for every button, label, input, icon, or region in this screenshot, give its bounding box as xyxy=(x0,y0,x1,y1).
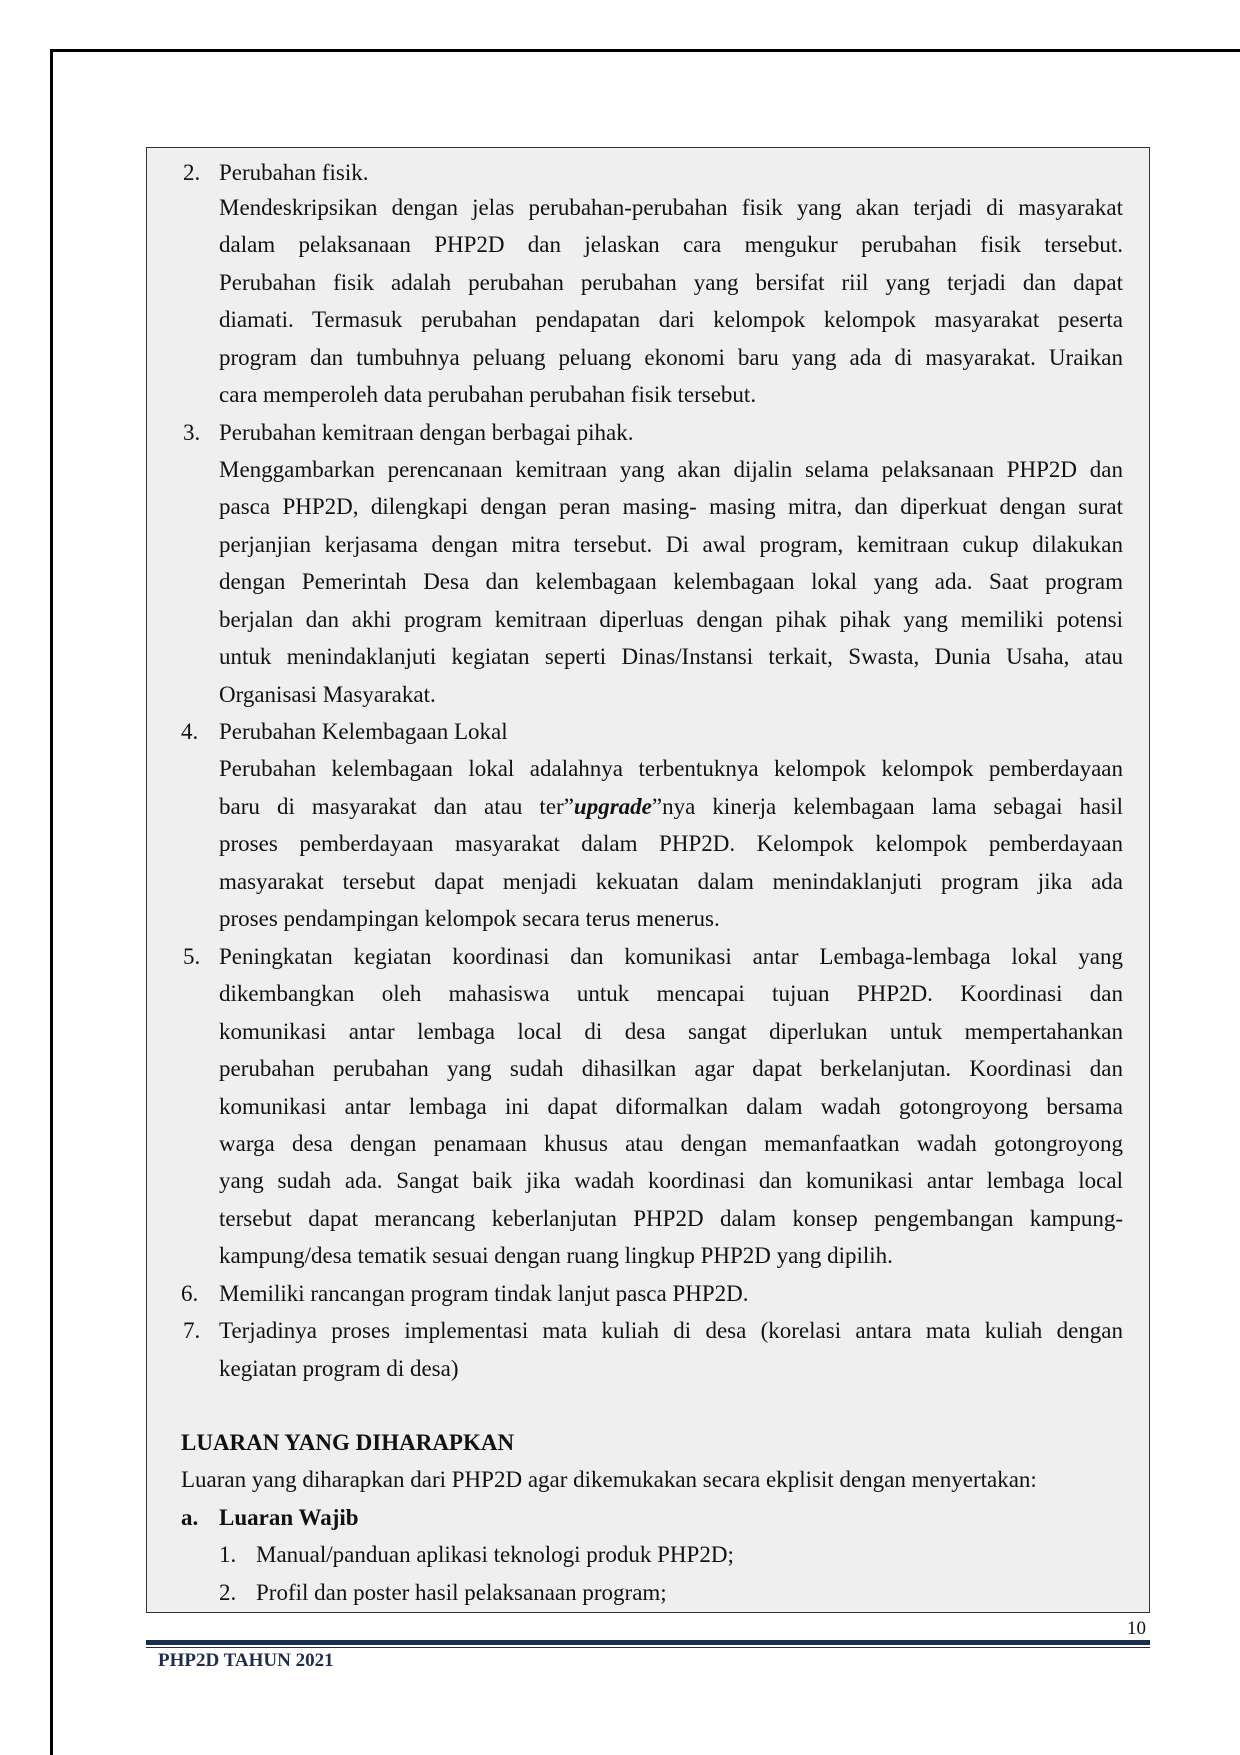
item-title: Perubahan Kelembagaan Lokal xyxy=(219,719,508,744)
sub-item-text: Profil dan poster hasil pelaksanaan program; xyxy=(256,1580,667,1605)
item-number: 7. xyxy=(183,1318,201,1343)
footer-label: PHP2D TAHUN 2021 xyxy=(158,1650,334,1671)
section-intro: Luaran yang diharapkan dari PHP2D agar dikemukakan secara ekplisit dengan menyertakan: xyxy=(181,1467,1037,1492)
item-number: 3. xyxy=(183,420,201,445)
paragraph-line: perjanjian kerjasama dengan mitra tersebut. Di awal program, kemitraan cukup dilakukan xyxy=(219,532,1123,557)
paragraph-line: berjalan dan akhi program kemitraan diperluas dengan pihak pihak yang memiliki potensi xyxy=(219,607,1123,632)
paragraph-line: komunikasi antar lembaga local di desa sangat diperlukan untuk mempertahankan xyxy=(219,1019,1123,1044)
paragraph-line: Peningkatan kegiatan koordinasi dan komunikasi antar Lembaga-lembaga lokal yang xyxy=(219,944,1123,969)
paragraph-line: dengan Pemerintah Desa dan kelembagaan kelembagaan lokal yang ada. Saat program xyxy=(219,569,1123,594)
page-number: 10 xyxy=(1127,1618,1146,1639)
item-number: 2. xyxy=(183,160,201,185)
page-frame-left xyxy=(50,49,53,1755)
paragraph-line: Perubahan fisik adalah perubahan perubahan yang bersifat riil yang terjadi dan dapat xyxy=(219,270,1123,295)
paragraph-line: yang sudah ada. Sangat baik jika wadah koordinasi dan komunikasi antar lembaga local xyxy=(219,1168,1123,1193)
paragraph-line: Memiliki rancangan program tindak lanjut pasca PHP2D. xyxy=(219,1281,749,1306)
sub-item-number: 1. xyxy=(219,1542,237,1567)
sub-item-text: Manual/panduan aplikasi teknologi produk PHP2D; xyxy=(256,1542,734,1567)
paragraph-line: kegiatan program di desa) xyxy=(219,1356,459,1381)
paragraph-line: komunikasi antar lembaga ini dapat diformalkan dalam wadah gotongroyong bersama xyxy=(219,1094,1123,1119)
paragraph-line: masyarakat tersebut dapat menjadi kekuatan dalam menindaklanjuti program jika ada xyxy=(219,869,1123,894)
paragraph-line: dalam pelaksanaan PHP2D dan jelaskan cara mengukur perubahan fisik tersebut. xyxy=(219,232,1123,257)
paragraph-line: proses pemberdayaan masyarakat dalam PHP2D. Kelompok kelompok pemberdayaan xyxy=(219,831,1123,856)
section-heading: LUARAN YANG DIHARAPKAN xyxy=(181,1430,515,1455)
paragraph-line: proses pendampingan kelompok secara terus menerus. xyxy=(219,906,720,931)
line-text: ”nya kinerja kelembagaan lama sebagai hasil xyxy=(651,794,1123,819)
item-number: 5. xyxy=(183,944,201,969)
item-number: 4. xyxy=(181,719,199,744)
paragraph-line: Menggambarkan perencanaan kemitraan yang akan dijalin selama pelaksanaan PHP2D dan xyxy=(219,457,1123,482)
paragraph-line: cara memperoleh data perubahan perubahan fisik tersebut. xyxy=(219,382,757,407)
sub-label: a. xyxy=(181,1505,199,1530)
paragraph-line: Organisasi Masyarakat. xyxy=(219,682,436,707)
paragraph-line: pasca PHP2D, dilengkapi dengan peran masing- masing mitra, dan diperkuat dengan surat xyxy=(219,494,1123,519)
paragraph-line: warga desa dengan penamaan khusus atau dengan memanfaatkan wadah gotongroyong xyxy=(219,1131,1123,1156)
line-text: baru di masyarakat dan atau ter” xyxy=(219,794,574,819)
paragraph-line: perubahan perubahan yang sudah dihasilkan agar dapat berkelanjutan. Koordinasi dan xyxy=(219,1056,1123,1081)
item-title: Perubahan kemitraan dengan berbagai pihak. xyxy=(219,420,634,445)
paragraph-line: kampung/desa tematik sesuai dengan ruang lingkup PHP2D yang dipilih. xyxy=(219,1243,893,1268)
item-title: Perubahan fisik. xyxy=(219,160,369,185)
paragraph-line: diamati. Termasuk perubahan pendapatan dari kelompok kelompok masyarakat peserta xyxy=(219,307,1123,332)
emphasis-text: upgrade xyxy=(573,794,652,819)
paragraph-line-upgrade xyxy=(219,792,1123,822)
paragraph-line: Mendeskripsikan dengan jelas perubahan-perubahan fisik yang akan terjadi di masyarakat xyxy=(219,195,1123,220)
paragraph-line: tersebut dapat merancang keberlanjutan PHP2D dalam konsep pengembangan kampung- xyxy=(219,1206,1123,1231)
paragraph-line: Terjadinya proses implementasi mata kuliah di desa (korelasi antara mata kuliah dengan xyxy=(219,1318,1123,1343)
paragraph-line: program dan tumbuhnya peluang peluang ekonomi baru yang ada di masyarakat. Uraikan xyxy=(219,345,1123,370)
footer-rule xyxy=(146,1640,1150,1645)
sub-item-number: 2. xyxy=(219,1580,237,1605)
item-number: 6. xyxy=(181,1281,199,1306)
paragraph-line: Perubahan kelembagaan lokal adalahnya terbentuknya kelompok kelompok pemberdayaan xyxy=(219,756,1123,781)
page-frame-top xyxy=(50,49,1240,52)
paragraph-line: dikembangkan oleh mahasiswa untuk mencapai tujuan PHP2D. Koordinasi dan xyxy=(219,981,1123,1006)
sub-title: Luaran Wajib xyxy=(219,1505,359,1530)
paragraph-line: untuk menindaklanjuti kegiatan seperti Dinas/Instansi terkait, Swasta, Dunia Usaha, atau xyxy=(219,644,1123,669)
